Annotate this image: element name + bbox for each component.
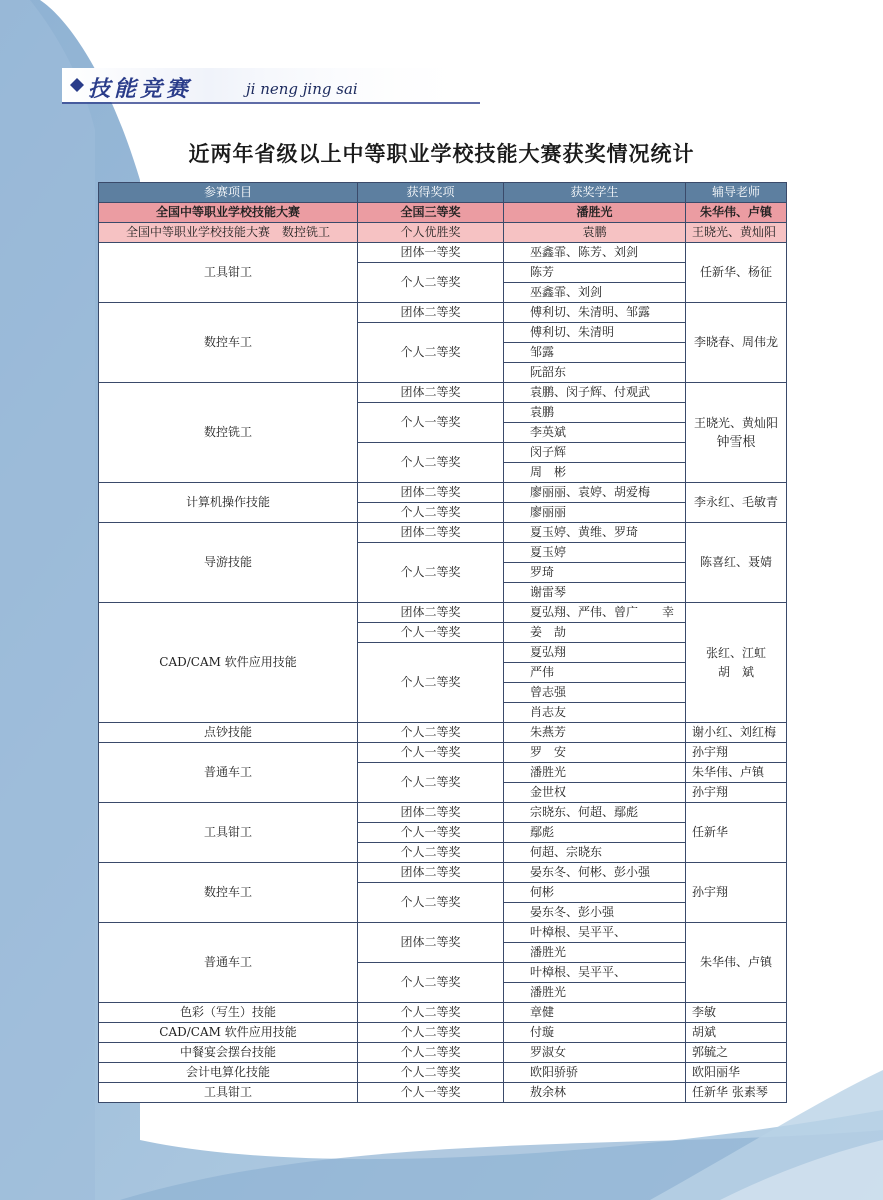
cell-award: 个人二等奖 xyxy=(358,443,504,483)
cell-project: CAD/CAM 软件应用技能 xyxy=(99,603,358,723)
cell-award: 团体二等奖 xyxy=(358,863,504,883)
cell-project: 工具钳工 xyxy=(99,803,358,863)
cell-award: 团体二等奖 xyxy=(358,523,504,543)
cell-award: 个人一等奖 xyxy=(358,623,504,643)
table-header-row xyxy=(99,183,787,203)
cell-student: 廖丽丽 xyxy=(504,503,686,523)
table-row xyxy=(99,1003,787,1023)
cell-award: 团体二等奖 xyxy=(358,803,504,823)
cell-award: 个人二等奖 xyxy=(358,1043,504,1063)
cell-teacher: 李敏 xyxy=(686,1003,787,1023)
cell-award: 个人二等奖 xyxy=(358,1063,504,1083)
cell-student: 敖余林 xyxy=(504,1083,686,1103)
teacher-line: 胡 斌 xyxy=(717,664,754,679)
cell-teacher: 陈喜红、聂婧 xyxy=(686,523,787,603)
cell-project: 会计电算化技能 xyxy=(99,1063,358,1083)
cell-student: 陈芳 xyxy=(504,263,686,283)
cell-project: 工具钳工 xyxy=(99,1083,358,1103)
cell-student: 潘胜光 xyxy=(504,983,686,1003)
cell-teacher: 欧阳丽华 xyxy=(686,1063,787,1083)
teacher-line: 张红、江虹 xyxy=(705,645,766,660)
cell-award: 个人二等奖 xyxy=(358,723,504,743)
cell-student: 袁鹏、闵子辉、付观武 xyxy=(504,383,686,403)
cell-teacher: 孙宇翔 xyxy=(686,783,787,803)
table-row xyxy=(99,1043,787,1063)
cell-student: 姜 劼 xyxy=(504,623,686,643)
cell-student: 夏弘翔 xyxy=(504,643,686,663)
table-row xyxy=(99,383,787,403)
cell-award: 个人二等奖 xyxy=(358,643,504,723)
cell-student: 巫鑫霏、刘剑 xyxy=(504,283,686,303)
cell-project: 计算机操作技能 xyxy=(99,483,358,523)
cell-student: 章健 xyxy=(504,1003,686,1023)
column-header-student: 获奖学生 xyxy=(504,183,686,203)
cell-student: 廖丽丽、袁婷、胡爱梅 xyxy=(504,483,686,503)
cell-student: 潘胜光 xyxy=(504,763,686,783)
cell-teacher: 朱华伟、卢镇 xyxy=(686,203,787,223)
cell-award: 个人一等奖 xyxy=(358,743,504,763)
cell-student: 傅利切、朱清明 xyxy=(504,323,686,343)
cell-award: 个人一等奖 xyxy=(358,823,504,843)
cell-student: 何超、宗晓东 xyxy=(504,843,686,863)
cell-award: 团体二等奖 xyxy=(358,303,504,323)
cell-award: 个人二等奖 xyxy=(358,1023,504,1043)
cell-student: 邹露 xyxy=(504,343,686,363)
cell-teacher: 王晓光、黄灿阳 xyxy=(686,223,787,243)
cell-award: 个人二等奖 xyxy=(358,763,504,803)
cell-student: 晏东冬、彭小强 xyxy=(504,903,686,923)
cell-teacher: 任新华、杨征 xyxy=(686,243,787,303)
cell-student: 金世权 xyxy=(504,783,686,803)
cell-project: 导游技能 xyxy=(99,523,358,603)
cell-student: 罗琦 xyxy=(504,563,686,583)
cell-project: 普通车工 xyxy=(99,923,358,1003)
table-row xyxy=(99,743,787,763)
cell-award: 个人一等奖 xyxy=(358,403,504,443)
cell-award: 个人二等奖 xyxy=(358,843,504,863)
cell-student: 肖志友 xyxy=(504,703,686,723)
cell-student: 鄢彪 xyxy=(504,823,686,843)
cell-student: 叶樟根、吴平平、 xyxy=(504,923,686,943)
table-row xyxy=(99,923,787,943)
cell-student: 阮韶东 xyxy=(504,363,686,383)
cell-project: 全国中等职业学校技能大赛 xyxy=(99,203,358,223)
cell-student: 巫鑫霏、陈芳、刘剑 xyxy=(504,243,686,263)
cell-award: 团体一等奖 xyxy=(358,243,504,263)
cell-student: 潘胜光 xyxy=(504,943,686,963)
cell-teacher: 朱华伟、卢镇 xyxy=(686,923,787,1003)
cell-student: 潘胜光 xyxy=(504,203,686,223)
cell-teacher: 孙宇翔 xyxy=(686,863,787,923)
cell-student: 李英斌 xyxy=(504,423,686,443)
column-header-teacher: 辅导老师 xyxy=(686,183,787,203)
cell-teacher: 朱华伟、卢镇 xyxy=(686,763,787,783)
table-row xyxy=(99,723,787,743)
cell-student: 傅利切、朱清明、邹露 xyxy=(504,303,686,323)
awards-table xyxy=(98,182,787,1103)
cell-teacher: 孙宇翔 xyxy=(686,743,787,763)
table-row xyxy=(99,303,787,323)
table-row xyxy=(99,203,787,223)
cell-project: 中餐宴会摆台技能 xyxy=(99,1043,358,1063)
cell-student: 罗淑女 xyxy=(504,1043,686,1063)
cell-award: 团体二等奖 xyxy=(358,923,504,963)
cell-student: 周 彬 xyxy=(504,463,686,483)
cell-project: 数控车工 xyxy=(99,863,358,923)
cell-teacher: 任新华 xyxy=(686,803,787,863)
table-row xyxy=(99,603,787,623)
cell-award: 个人二等奖 xyxy=(358,883,504,923)
cell-student: 夏弘翔、严伟、曾广 幸 xyxy=(504,603,686,623)
cell-award: 个人二等奖 xyxy=(358,543,504,603)
cell-student: 付璇 xyxy=(504,1023,686,1043)
teacher-line: 王晓光、黄灿阳 xyxy=(693,415,778,430)
page-title: 近两年省级以上中等职业学校技能大赛获奖情况统计 xyxy=(188,141,695,166)
cell-student: 晏东冬、何彬、彭小强 xyxy=(504,863,686,883)
cell-student: 曾志强 xyxy=(504,683,686,703)
section-header-pinyin: ji neng jing sai xyxy=(246,80,358,98)
cell-student: 袁鹏 xyxy=(504,223,686,243)
cell-award: 个人二等奖 xyxy=(358,1003,504,1023)
cell-teacher: 李永红、毛敏青 xyxy=(686,483,787,523)
cell-award: 个人二等奖 xyxy=(358,323,504,383)
cell-student: 严伟 xyxy=(504,663,686,683)
cell-teacher xyxy=(686,603,787,723)
cell-award: 团体二等奖 xyxy=(358,603,504,623)
table-row xyxy=(99,863,787,883)
cell-student: 宗晓东、何超、鄢彪 xyxy=(504,803,686,823)
cell-project: 普通车工 xyxy=(99,743,358,803)
cell-teacher: 李晓春、周伟龙 xyxy=(686,303,787,383)
table-row xyxy=(99,223,787,243)
table-row xyxy=(99,1083,787,1103)
table-row xyxy=(99,483,787,503)
cell-award: 个人优胜奖 xyxy=(358,223,504,243)
cell-teacher: 胡斌 xyxy=(686,1023,787,1043)
cell-student: 罗 安 xyxy=(504,743,686,763)
cell-student: 谢雷琴 xyxy=(504,583,686,603)
table-row xyxy=(99,803,787,823)
table-row xyxy=(99,523,787,543)
cell-student: 朱燕芳 xyxy=(504,723,686,743)
cell-project: CAD/CAM 软件应用技能 xyxy=(99,1023,358,1043)
cell-student: 夏玉婷、黄维、罗琦 xyxy=(504,523,686,543)
cell-teacher xyxy=(686,383,787,483)
cell-project: 全国中等职业学校技能大赛 数控铣工 xyxy=(99,223,358,243)
cell-project: 数控铣工 xyxy=(99,383,358,483)
cell-student: 夏玉婷 xyxy=(504,543,686,563)
table-row xyxy=(99,243,787,263)
cell-student: 闵子辉 xyxy=(504,443,686,463)
cell-award: 团体二等奖 xyxy=(358,483,504,503)
cell-student: 何彬 xyxy=(504,883,686,903)
cell-project: 色彩（写生）技能 xyxy=(99,1003,358,1023)
table-row xyxy=(99,1063,787,1083)
teacher-line: 钟雪根 xyxy=(716,434,756,450)
cell-teacher: 任新华 张素琴 xyxy=(686,1083,787,1103)
cell-student: 欧阳骄骄 xyxy=(504,1063,686,1083)
column-header-project: 参赛项目 xyxy=(99,183,358,203)
cell-student: 袁鹏 xyxy=(504,403,686,423)
cell-award: 个人一等奖 xyxy=(358,1083,504,1103)
cell-project: 点钞技能 xyxy=(99,723,358,743)
cell-student: 叶樟根、吴平平、 xyxy=(504,963,686,983)
cell-award: 个人二等奖 xyxy=(358,503,504,523)
cell-award: 团体二等奖 xyxy=(358,383,504,403)
section-header-title: 技能竞赛 xyxy=(88,76,193,102)
cell-project: 数控车工 xyxy=(99,303,358,383)
table-row xyxy=(99,1023,787,1043)
cell-award: 个人二等奖 xyxy=(358,963,504,1003)
cell-teacher: 谢小红、刘红梅 xyxy=(686,723,787,743)
cell-award: 全国三等奖 xyxy=(358,203,504,223)
column-header-award: 获得奖项 xyxy=(358,183,504,203)
cell-award: 个人二等奖 xyxy=(358,263,504,303)
cell-teacher: 郭毓之 xyxy=(686,1043,787,1063)
cell-project: 工具钳工 xyxy=(99,243,358,303)
